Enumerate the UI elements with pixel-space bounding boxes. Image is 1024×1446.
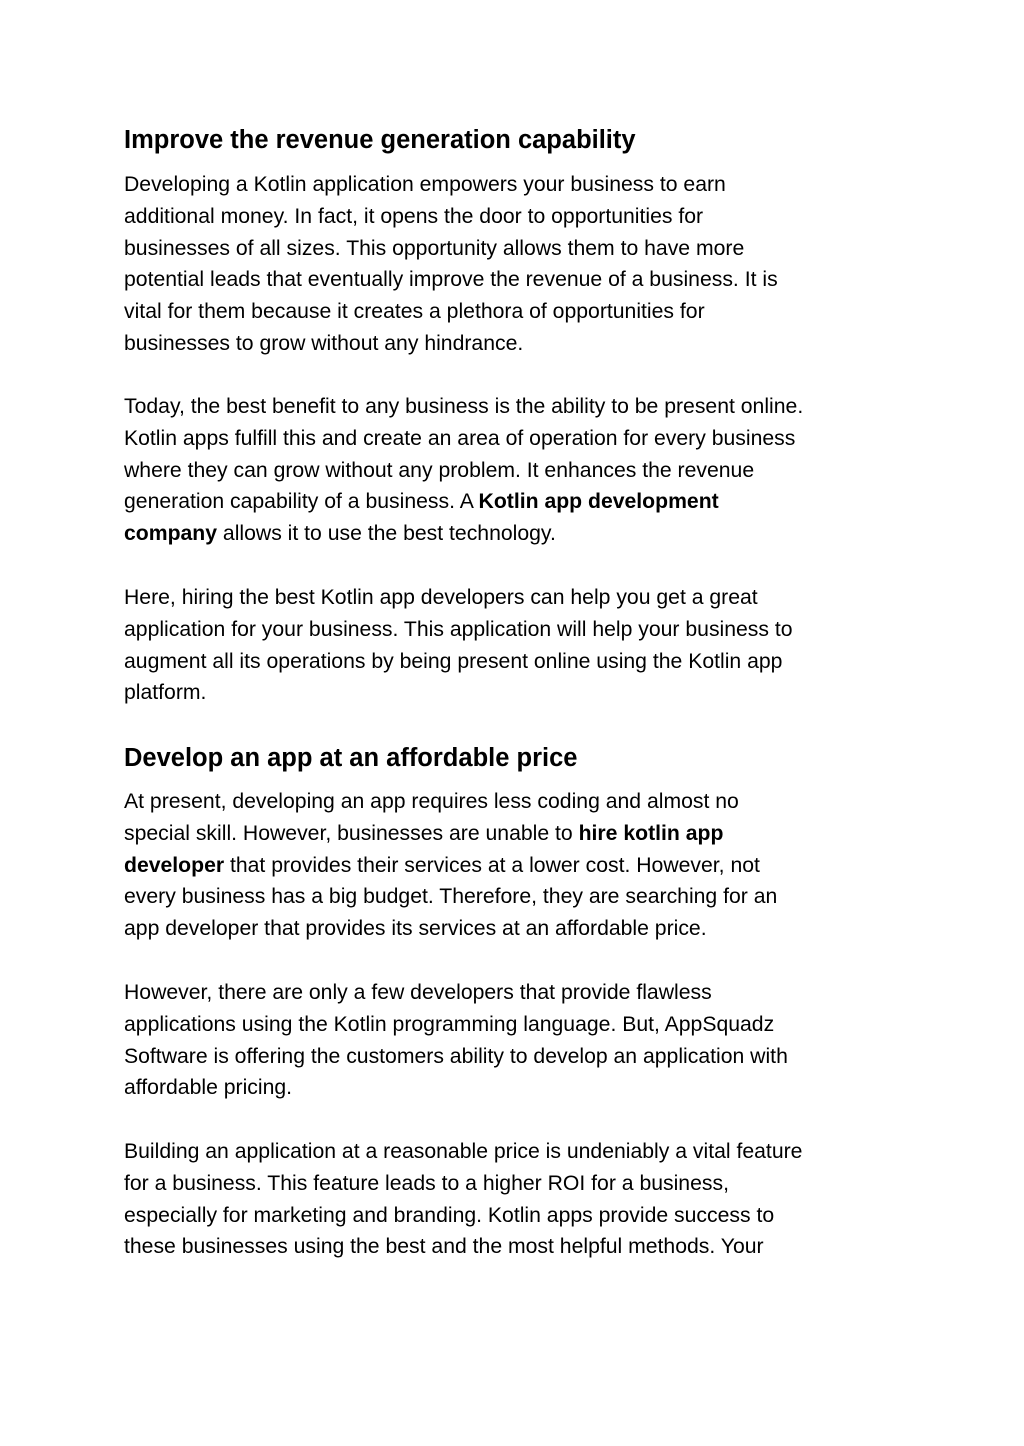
text-line: additional money. In fact, it opens the door to opportunities for <box>124 204 704 228</box>
text-run: special skill. However, businesses are unable to <box>124 821 579 845</box>
text-line <box>124 818 914 850</box>
text-line: Building an application at a reasonable price is undeniably a vital feature <box>124 1140 803 1163</box>
section-heading-affordable: Develop an app at an affordable price <box>124 744 578 772</box>
bold-link-text: Kotlin app development <box>478 490 719 514</box>
text-line: Software is offering the customers ability to develop an application with <box>124 1044 788 1068</box>
text-line: At present, developing an app requires less coding and almost no <box>124 790 739 813</box>
text-line: potential leads that eventually improve the revenue of a business. It is <box>124 268 778 292</box>
text-line <box>124 850 914 882</box>
text-line: every business has a big budget. Therefore, they are searching for an <box>124 885 778 909</box>
paragraph-affordable-developers <box>124 977 914 1104</box>
bold-link-text: developer <box>124 853 225 877</box>
text-line: augment all its operations by being present online using the Kotlin app <box>124 649 783 673</box>
text-line: especially for marketing and branding. Kotlin apps provide success to <box>124 1203 775 1227</box>
text-run: allows it to use the best technology. <box>217 522 556 546</box>
text-line: businesses of all sizes. This opportunity allows them to have more <box>124 236 745 260</box>
bold-link-text: hire kotlin app <box>578 821 724 845</box>
text-line: However, there are only a few developers that provide flawless <box>124 981 712 1004</box>
text-line: application for your business. This application will help your business to <box>124 617 793 641</box>
paragraph-revenue-intro <box>124 169 914 360</box>
text-line: businesses to grow without any hindrance. <box>124 331 524 355</box>
text-line <box>124 486 914 518</box>
text-line: affordable pricing. <box>124 1076 293 1100</box>
text-line: platform. <box>124 681 207 705</box>
paragraph-affordable-intro <box>124 786 914 945</box>
bold-link-text: company <box>124 522 218 546</box>
text-line: Here, hiring the best Kotlin app developers can help you get a great <box>124 586 758 609</box>
text-run: generation capability of a business. A <box>124 490 479 514</box>
text-line: Kotlin apps fulfill this and create an area of operation for every business <box>124 426 796 450</box>
paragraph-revenue-hiring <box>124 582 914 709</box>
text-line: where they can grow without any problem. It enhances the revenue <box>124 458 755 482</box>
text-line: applications using the Kotlin programming language. But, AppSquadz <box>124 1012 775 1036</box>
text-line: Developing a Kotlin application empowers your business to earn <box>124 173 726 196</box>
text-run: that provides their services at a lower cost. However, not <box>224 853 760 877</box>
text-line <box>124 518 914 550</box>
text-line: vital for them because it creates a plethora of opportunities for <box>124 300 705 324</box>
paragraph-affordable-roi <box>124 1136 914 1263</box>
text-line: Today, the best benefit to any business is the ability to be present online. <box>124 395 804 418</box>
paragraph-revenue-online <box>124 391 914 550</box>
text-line: these businesses using the best and the most helpful methods. Your <box>124 1235 764 1259</box>
text-line: for a business. This feature leads to a higher ROI for a business, <box>124 1171 729 1195</box>
text-line: app developer that provides its services at an affordable price. <box>124 917 707 941</box>
section-heading-revenue: Improve the revenue generation capability <box>124 126 636 154</box>
